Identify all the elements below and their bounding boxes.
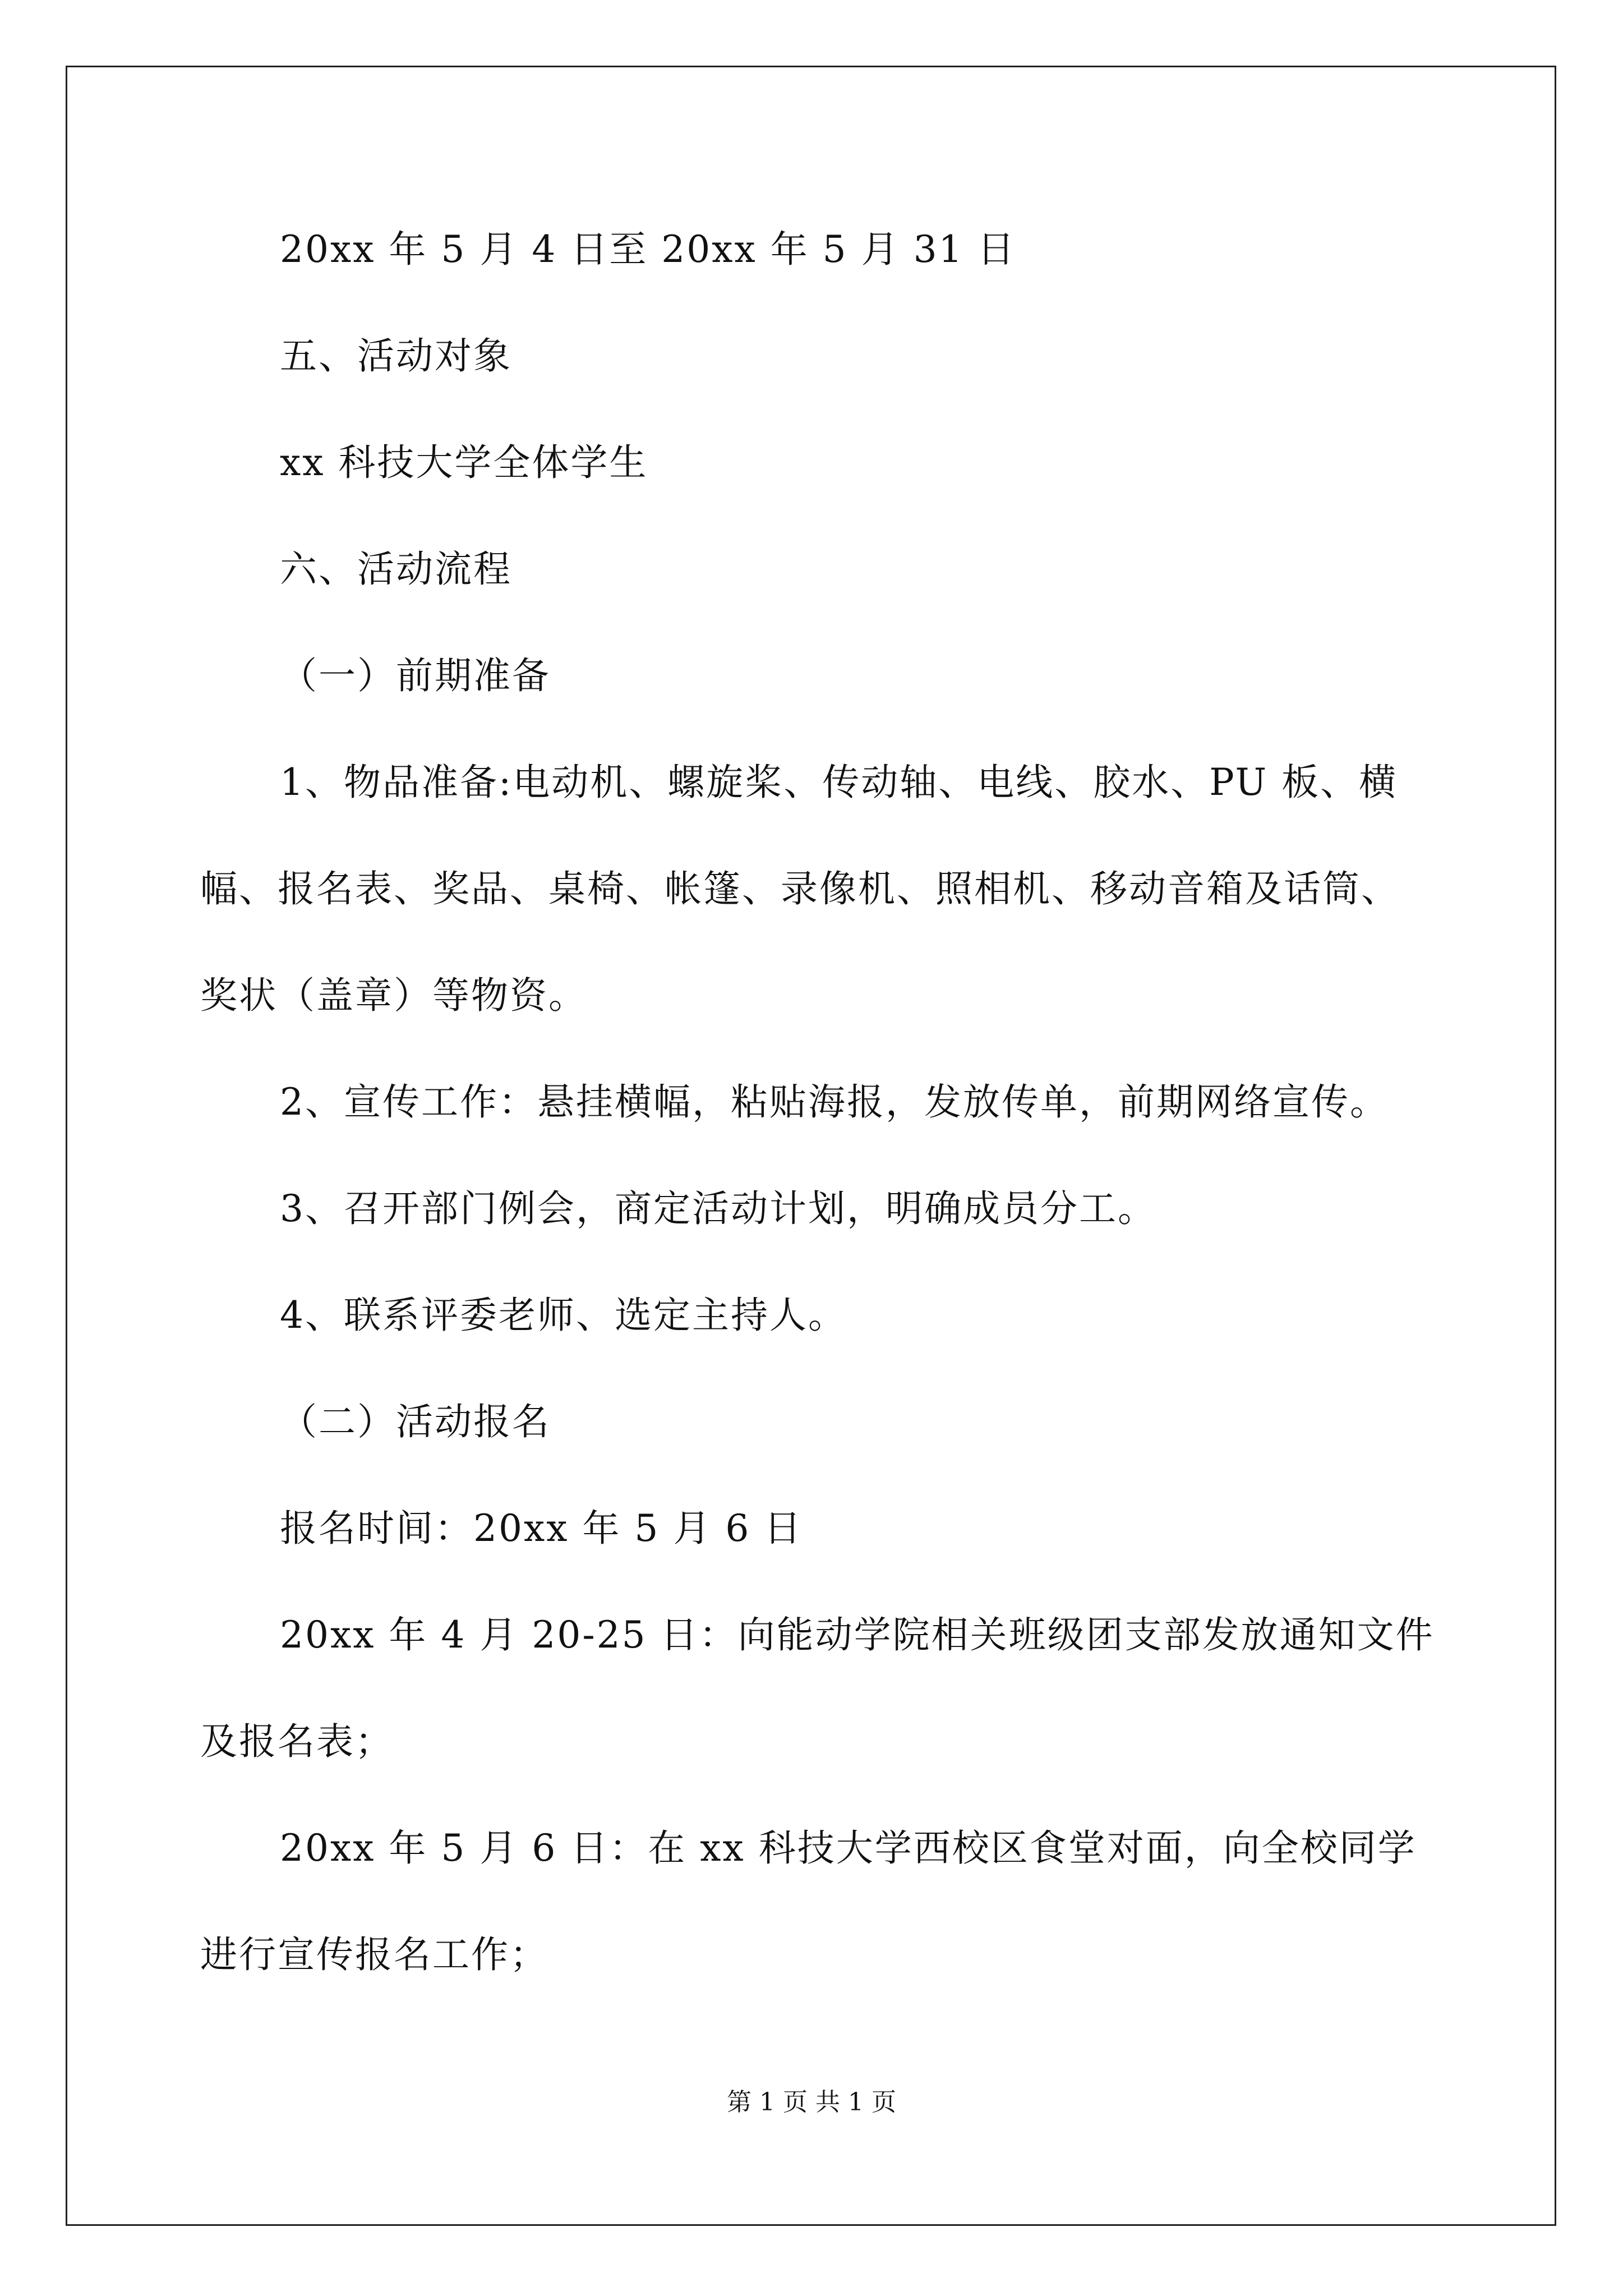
text-line-registration-time: 报名时间：20xx 年 5 月 6 日	[280, 1507, 803, 1550]
text-line-judges: 4、联系评委老师、选定主持人。	[280, 1294, 847, 1337]
text-line-materials-1: 1、物品准备:电动机、螺旋桨、传动轴、电线、胶水、PU 板、横	[280, 761, 1398, 804]
heading-activity-process: 六、活动流程	[280, 547, 512, 591]
subheading-preparation: （一）前期准备	[280, 654, 551, 697]
text-line-meeting: 3、召开部门例会，商定活动计划，明确成员分工。	[280, 1187, 1156, 1230]
text-line-notice-1: 20xx 年 4 月 20-25 日：向能动学院相关班级团支部发放通知文件	[280, 1613, 1435, 1657]
page-footer: 第 1 页 共 1 页	[727, 2088, 896, 2116]
text-line-date-range: 20xx 年 5 月 4 日至 20xx 年 5 月 31 日	[280, 228, 1016, 271]
text-line-campus-1: 20xx 年 5 月 6 日：在 xx 科技大学西校区食堂对面，向全校同学	[280, 1826, 1417, 1870]
text-line-materials-3: 奖状（盖章）等物资。	[200, 974, 587, 1017]
subheading-registration: （二）活动报名	[280, 1400, 551, 1443]
heading-activity-target: 五、活动对象	[280, 334, 512, 378]
text-line-target-students: xx 科技大学全体学生	[280, 441, 648, 484]
text-line-materials-2: 幅、报名表、奖品、桌椅、帐篷、录像机、照相机、移动音箱及话筒、	[200, 867, 1400, 910]
text-line-campus-2: 进行宣传报名工作；	[200, 1933, 548, 1976]
text-line-notice-2: 及报名表；	[200, 1720, 394, 1763]
text-line-publicity: 2、宣传工作：悬挂横幅，粘贴海报，发放传单，前期网络宣传。	[280, 1080, 1389, 1124]
page-border	[66, 66, 1556, 2226]
